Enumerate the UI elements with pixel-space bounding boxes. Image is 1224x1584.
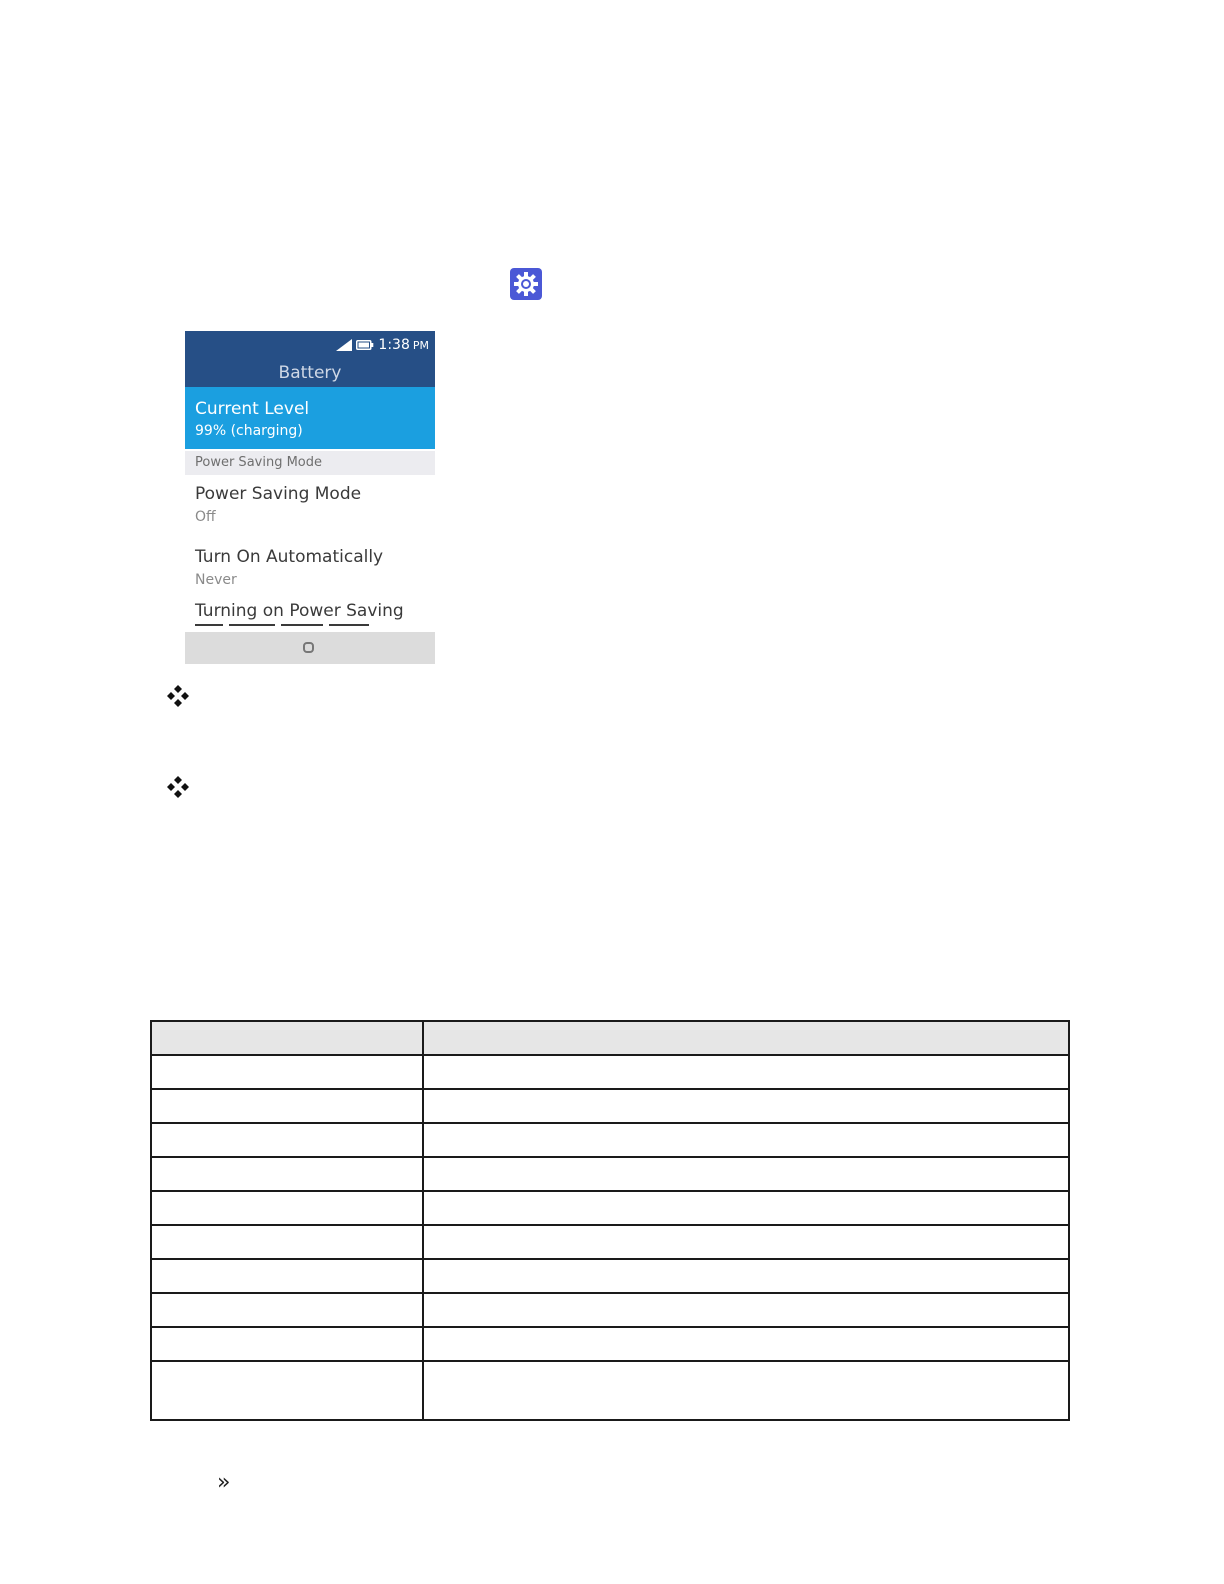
table-cell (423, 1327, 1069, 1361)
table-cell (423, 1361, 1069, 1420)
diamond-bullet-icon (166, 684, 190, 708)
table-cell (423, 1191, 1069, 1225)
table-cell (423, 1225, 1069, 1259)
table-cell (151, 1089, 423, 1123)
power-saving-note: Turning on Power Saving (195, 601, 404, 621)
table-cell (151, 1157, 423, 1191)
table-cell (151, 1225, 423, 1259)
table-cell (151, 1293, 423, 1327)
table-cell (423, 1021, 1069, 1055)
table-row (151, 1293, 1069, 1327)
current-level-label: Current Level (195, 399, 310, 419)
status-bar (336, 336, 429, 354)
section-header-label: Power Saving Mode (195, 455, 323, 470)
double-chevron-icon: » (217, 1470, 231, 1495)
table-row (151, 1123, 1069, 1157)
phone-screenshot (185, 331, 435, 664)
table-row (151, 1089, 1069, 1123)
diamond-bullet-icon (166, 775, 190, 799)
list-item-label: Turn On Automatically (195, 547, 384, 567)
table-cell (423, 1259, 1069, 1293)
table-cell (423, 1089, 1069, 1123)
table-cell (151, 1259, 423, 1293)
table-row (151, 1191, 1069, 1225)
table-row (151, 1259, 1069, 1293)
table-row (151, 1361, 1069, 1420)
table-header-row (151, 1021, 1069, 1055)
status-time: 1:38 PM (378, 337, 429, 353)
list-item-label: Power Saving Mode (195, 484, 362, 504)
table-row (151, 1055, 1069, 1089)
table-row (151, 1157, 1069, 1191)
table-cell (423, 1293, 1069, 1327)
title-bar (185, 331, 435, 387)
table-cell (151, 1021, 423, 1055)
home-icon[interactable] (303, 642, 314, 653)
table-cell (151, 1327, 423, 1361)
current-level-value: 99% (charging) (195, 423, 303, 439)
table-cell (151, 1191, 423, 1225)
table-cell (423, 1123, 1069, 1157)
table-row (151, 1225, 1069, 1259)
table-cell (151, 1055, 423, 1089)
app-title: Battery (278, 363, 342, 383)
table-cell (151, 1361, 423, 1420)
signal-icon (336, 339, 352, 351)
section-header (185, 451, 435, 475)
table-row (151, 1327, 1069, 1361)
list-item-value: Off (195, 509, 216, 525)
table-cell (151, 1123, 423, 1157)
table-cell (423, 1157, 1069, 1191)
table-cell (423, 1055, 1069, 1089)
battery-icon (356, 339, 374, 351)
current-level-item[interactable] (185, 387, 435, 449)
gear-icon (510, 268, 542, 300)
status-ampm: PM (412, 339, 429, 352)
navigation-bar (185, 632, 435, 664)
list-item-value: Never (195, 572, 237, 588)
settings-table (150, 1020, 1070, 1421)
